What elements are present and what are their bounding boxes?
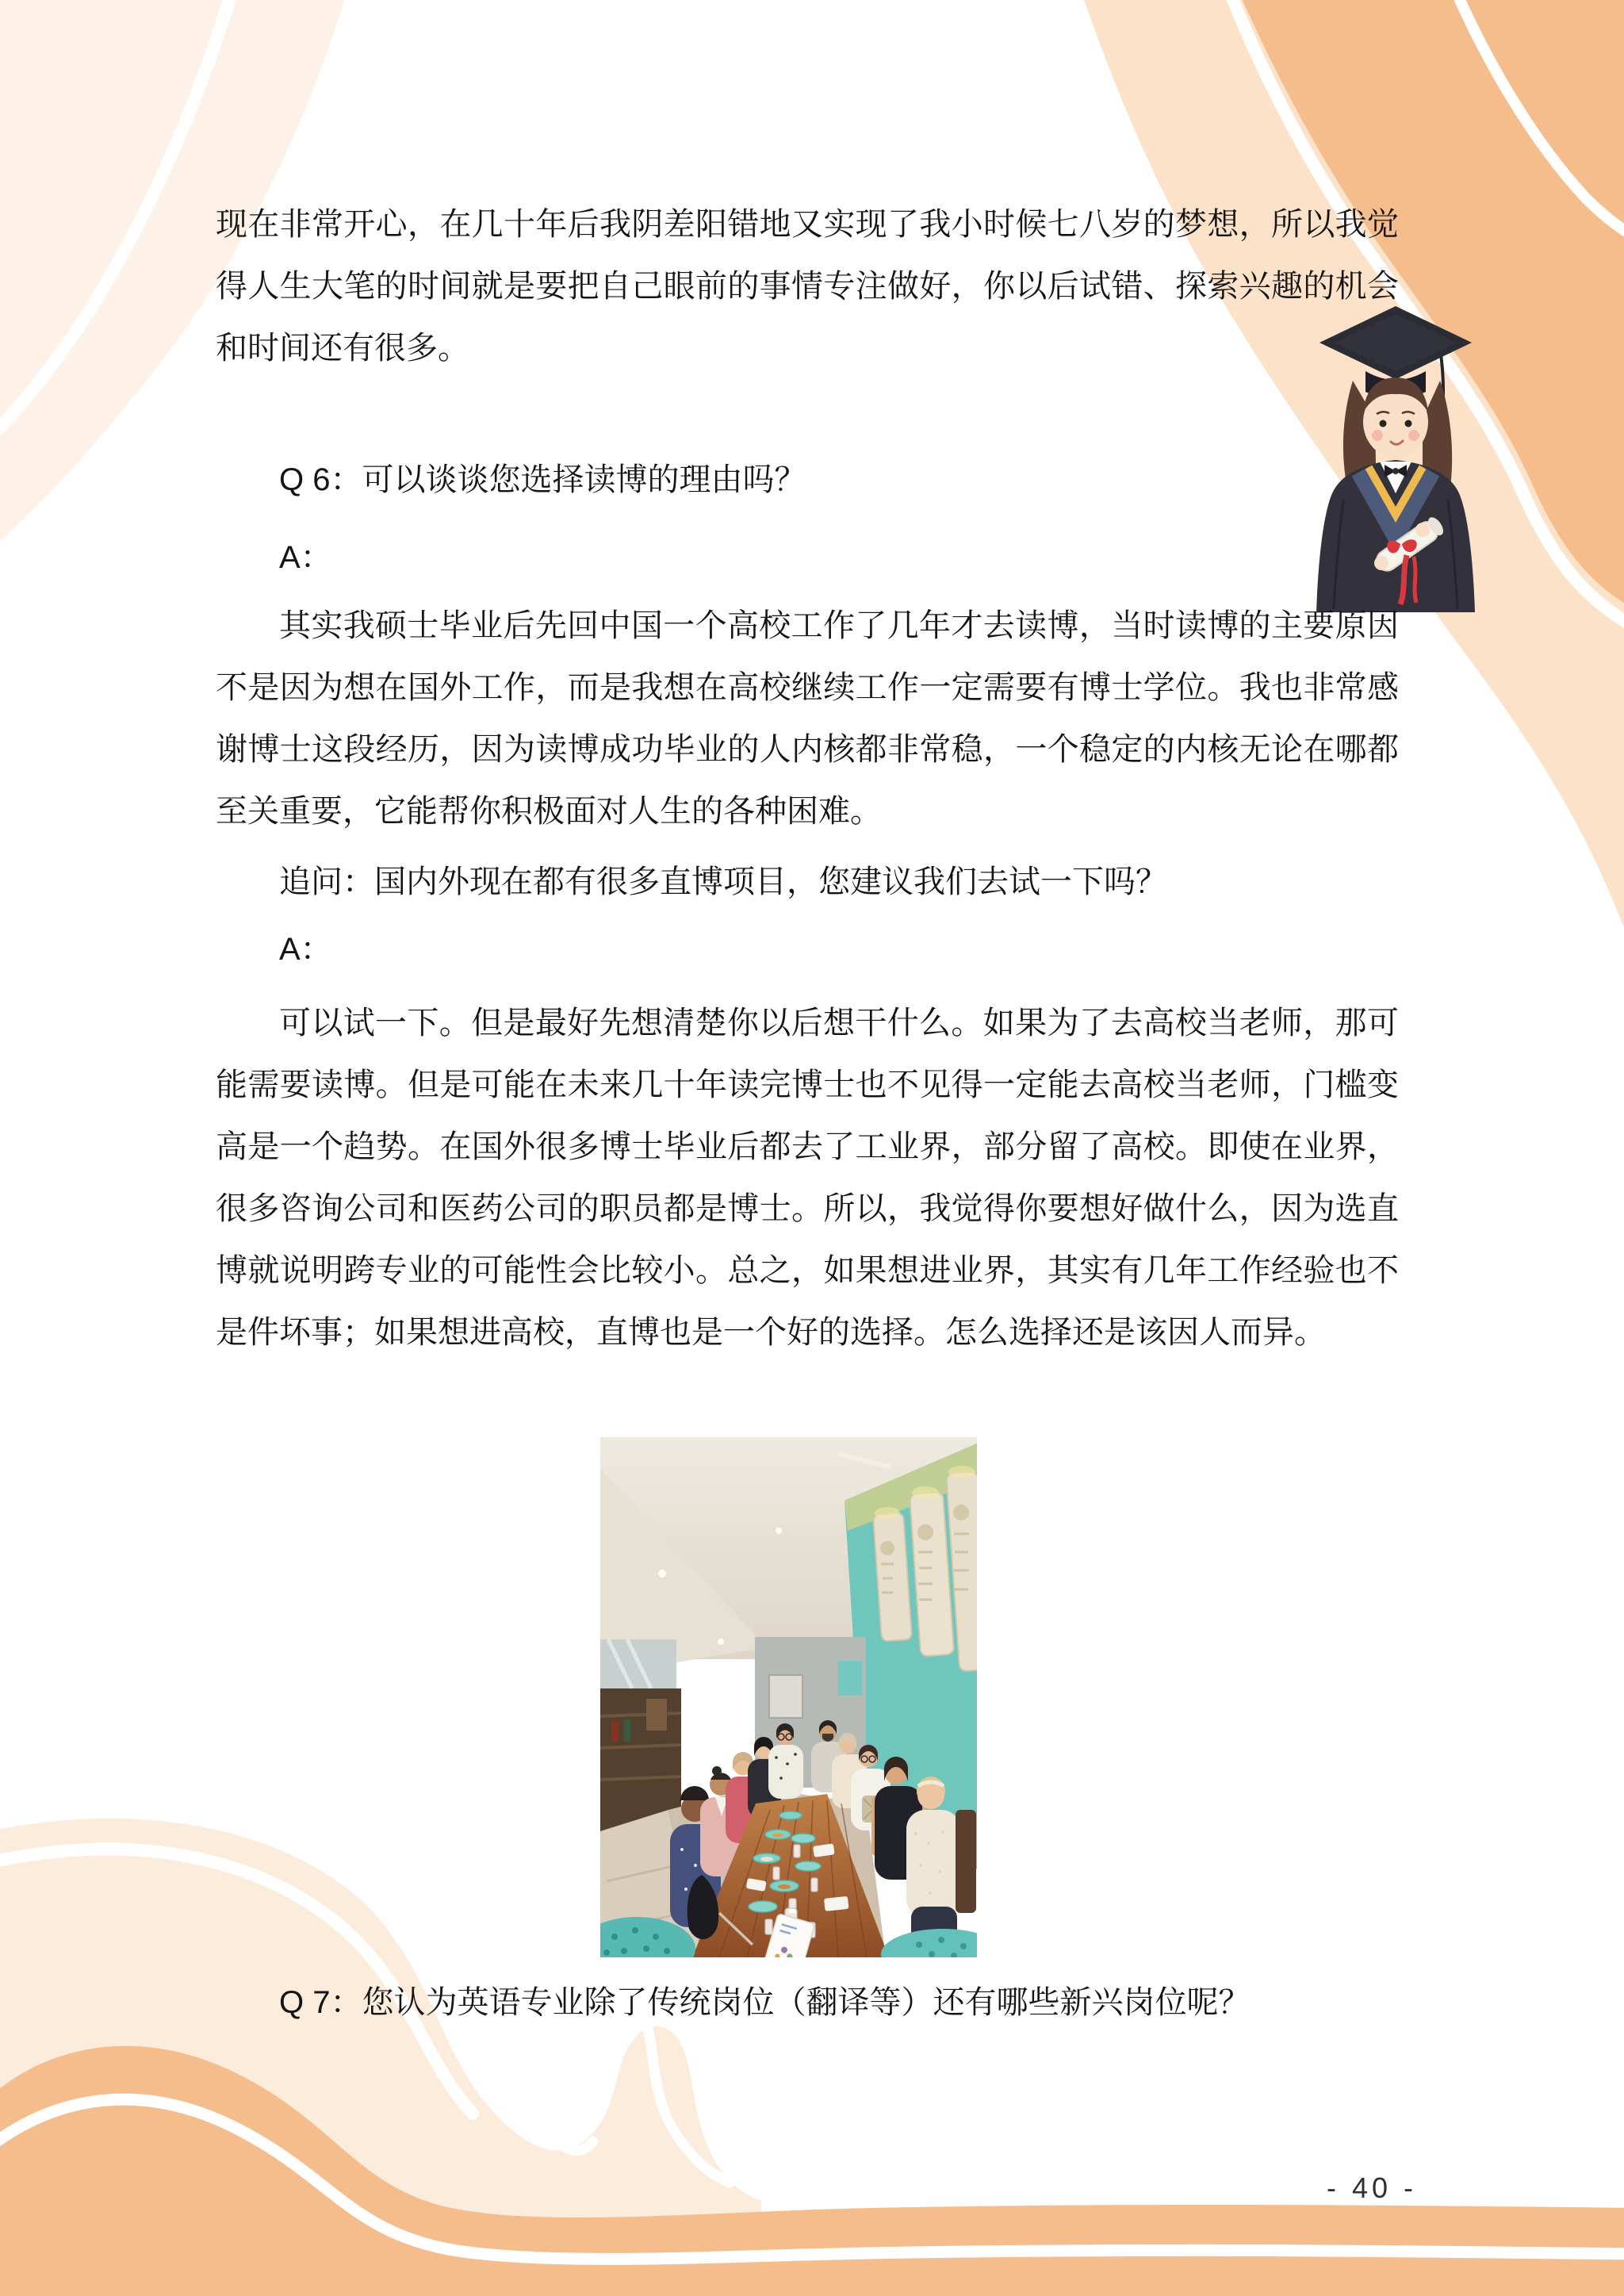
teal-chair-right (881, 1929, 977, 1957)
answer-6b-text: 可以试一下。但是最好先想清楚你以后想干什么。如果为了去高校当老师，那可能需要读博。但是可能在未来几十年读完博士也不见得一定能去高校当老师，门槛变高是一个趋势。在国外很多博士毕业后都去了工业界，部分留了高校。即使在业界，很多咨询公司和医药公司的职员都是博士。所以，我觉得你要想好做什么，因为选直博就说明跨专业的可能性会比较小。总之，如果想进业界，其实有几年工作经验也不是件坏事；如果想进高校，直博也是一个好的选择。怎么选择还是该因人而异。 (216, 1006, 1399, 1350)
paragraph-continued: 现在非常开心，在几十年后我阴差阳错地又实现了我小时候七八岁的梦想，所以我觉得人生大笔的时间就是要把自己眼前的事情专注做好，你以后试错、探索兴趣的机会和时间还有很多。 (216, 207, 1399, 366)
question-6: Q 6：可以谈谈您选择读博的理由吗？ (279, 462, 806, 497)
group-dinner-photo (600, 1437, 977, 1957)
spotlight-icon (658, 1570, 666, 1577)
eye-right (1405, 420, 1412, 427)
follow-up-question: 追问：国内外现在都有很多直博项目，您建议我们去试一下吗？ (279, 864, 1167, 899)
question-7: Q 7：您认为英语专业除了传统岗位（翻译等）还有哪些新兴岗位呢？ (279, 1985, 1251, 2020)
eye-left (1380, 420, 1387, 427)
answer-6b-label: A： (279, 932, 332, 967)
blush-right (1408, 430, 1419, 441)
hand-right (1415, 523, 1430, 537)
answer-6-text: 其实我硕士毕业后先回中国一个高校工作了几年才去读博，当时读博的主要原因不是因为想在国外工作，而是我想在高校继续工作一定需要有博士学位。我也非常感谢博士这段经历，因为读博成功毕业的人内核都非常稳，一个稳定的内核无论在哪都至关重要，它能帮你积极面对人生的各种困难。 (216, 608, 1399, 829)
wood-chair (956, 1810, 976, 1913)
answer-6-label: A： (279, 540, 332, 575)
blush-left (1372, 430, 1383, 441)
page-number: - 40 - (1326, 2171, 1418, 2204)
